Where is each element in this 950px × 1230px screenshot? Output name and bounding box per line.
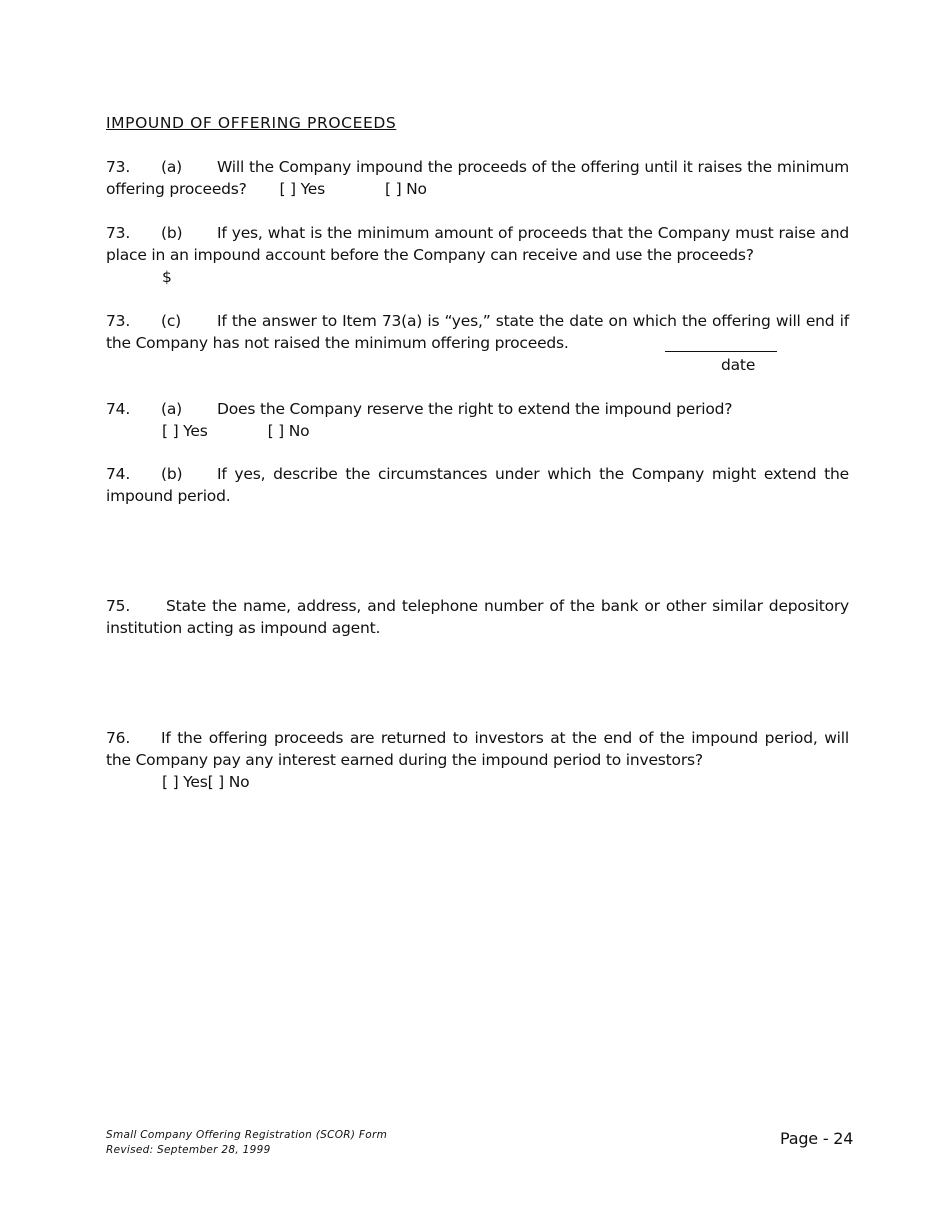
footer-revised-date: Revised: September 28, 1999 xyxy=(106,1144,271,1156)
yes-checkbox[interactable]: [ ] Yes xyxy=(279,180,326,198)
date-label: date xyxy=(721,356,756,374)
question-text: State the name, address, and telephone number of the bank or other similar depository institution acting as impound agent. xyxy=(106,597,849,637)
question-73c xyxy=(106,310,849,354)
section-heading: IMPOUND OF OFFERING PROCEEDS xyxy=(106,114,397,132)
item-number: 74. xyxy=(106,465,131,483)
question-text: Will the Company impound the proceeds of the offering until it raises the minimum offering proceeds? xyxy=(106,158,849,198)
currency-field[interactable]: $ xyxy=(162,268,172,286)
question-74b xyxy=(106,463,849,507)
question-text: If the offering proceeds are returned to investors at the end of the impound period, will the Company pay any interest earned during the impound period to investors? xyxy=(106,729,849,769)
question-text: If the answer to Item 73(a) is “yes,” state the date on which the offering will end if the Company has not raised the minimum offering proceeds. xyxy=(106,312,849,352)
no-checkbox[interactable]: [ ] No xyxy=(267,422,310,440)
question-75 xyxy=(106,595,849,639)
item-sub: (b) xyxy=(161,224,183,242)
question-76 xyxy=(106,727,849,793)
item-sub: (a) xyxy=(161,158,182,176)
yes-checkbox[interactable]: [ ] Yes xyxy=(162,422,208,440)
question-text: Does the Company reserve the right to extend the impound period? xyxy=(217,400,733,418)
question-73a xyxy=(106,156,849,200)
footer-form-name: Small Company Offering Registration (SCOR) Form xyxy=(106,1129,388,1141)
item-number: 73. xyxy=(106,224,131,242)
page-number: Page - 24 xyxy=(780,1129,854,1148)
item-number: 75. xyxy=(106,597,131,615)
item-sub: (b) xyxy=(161,465,183,483)
item-number: 73. xyxy=(106,312,131,330)
question-text: If yes, describe the circumstances under which the Company might extend the impound period. xyxy=(106,465,849,505)
yes-checkbox[interactable]: [ ] Yes xyxy=(162,773,208,791)
question-73b xyxy=(106,222,849,288)
date-field-line[interactable] xyxy=(665,351,777,352)
no-checkbox[interactable]: [ ] No xyxy=(207,773,250,791)
item-number: 73. xyxy=(106,158,131,176)
item-sub: (c) xyxy=(161,312,182,330)
question-text: If yes, what is the minimum amount of proceeds that the Company must raise and place in an impound account before the Company can receive and use the proceeds? xyxy=(106,224,849,264)
item-number: 76. xyxy=(106,729,131,747)
item-number: 74. xyxy=(106,400,131,418)
no-checkbox[interactable]: [ ] No xyxy=(385,180,427,198)
question-74a xyxy=(106,398,849,442)
footer-form-info xyxy=(106,1128,387,1158)
item-sub: (a) xyxy=(161,400,182,418)
